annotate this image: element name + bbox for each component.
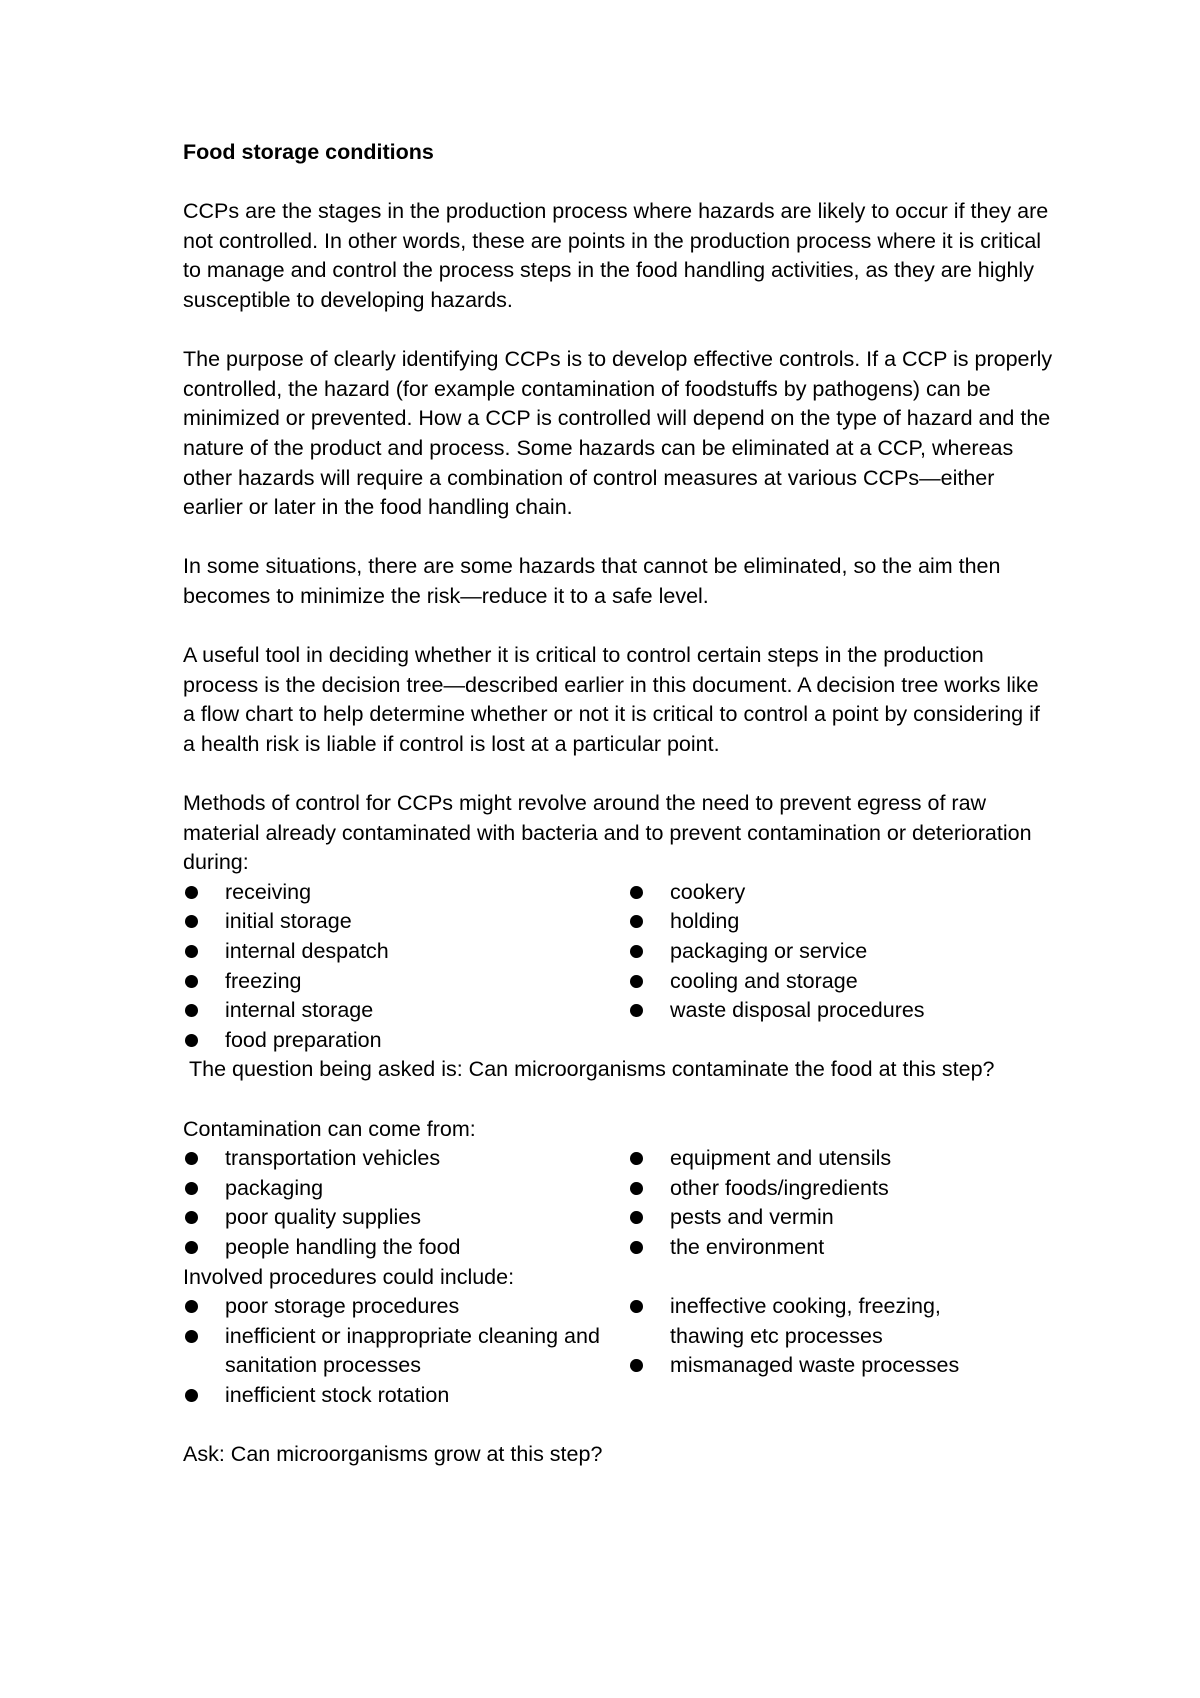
bullet-icon [630, 915, 643, 928]
methods-intro: Methods of control for CCPs might revolve around the need to prevent egress of raw material already contaminated with bacteria and to prevent contamination or deterioration during: [183, 791, 1032, 875]
procedures-list-left [183, 1292, 603, 1410]
bullet-icon [630, 975, 643, 988]
list-item: poor storage procedures [183, 1292, 603, 1322]
list-item: food preparation [183, 1026, 628, 1056]
list-item: initial storage [183, 907, 628, 937]
list-item: inefficient stock rotation [183, 1381, 603, 1411]
procedures-list [183, 1292, 1053, 1410]
list-item: ineffective cooking, freezing, thawing etc processes [628, 1292, 978, 1351]
methods-list [183, 878, 1053, 1056]
list-item: cooling and storage [628, 967, 1053, 997]
list-item: transportation vehicles [183, 1144, 628, 1174]
bullet-icon [185, 945, 198, 958]
list-item: freezing [183, 967, 628, 997]
bullet-icon [185, 1330, 198, 1343]
bullet-icon [630, 1182, 643, 1195]
list-item: waste disposal procedures [628, 996, 1053, 1026]
bullet-icon [185, 1300, 198, 1313]
list-item: equipment and utensils [628, 1144, 1053, 1174]
list-item: packaging or service [628, 937, 1053, 967]
contamination-intro: Contamination can come from: [183, 1116, 476, 1141]
list-item: poor quality supplies [183, 1203, 628, 1233]
list-item: pests and vermin [628, 1203, 1053, 1233]
list-item: inefficient or inappropriate cleaning and sanitation processes [183, 1322, 603, 1381]
list-item: packaging [183, 1174, 628, 1204]
list-item: cookery [628, 878, 1053, 908]
bullet-icon [630, 945, 643, 958]
list-item: holding [628, 907, 1053, 937]
bullet-icon [185, 1004, 198, 1017]
list-item: mismanaged waste processes [628, 1351, 978, 1381]
contamination-list-right [628, 1144, 1053, 1262]
bullet-icon [185, 915, 198, 928]
bullet-icon [630, 1004, 643, 1017]
list-item: receiving [183, 878, 628, 908]
paragraph-ccp-definition: CCPs are the stages in the production process where hazards are likely to occur if they are not controlled. In other words, these are points in the production process where it is critical to manage and control the process steps in the food handling activities, as they are highly susceptible to developing hazards. [183, 199, 1049, 312]
bullet-icon [630, 1211, 643, 1224]
bullet-icon [185, 1152, 198, 1165]
bullet-icon [185, 1211, 198, 1224]
bullet-icon [630, 886, 643, 899]
document-page [183, 138, 1053, 1470]
bullet-icon [185, 975, 198, 988]
question-contaminate: The question being asked is: Can microorganisms contaminate the food at this step? [189, 1057, 995, 1082]
procedures-list-right [628, 1292, 978, 1410]
contamination-list [183, 1144, 1053, 1262]
ask-grow: Ask: Can microorganisms grow at this step? [183, 1442, 603, 1467]
bullet-icon [630, 1359, 643, 1372]
bullet-icon [630, 1300, 643, 1313]
bullet-icon [630, 1241, 643, 1254]
methods-list-right [628, 878, 1053, 1056]
document-title: Food storage conditions [183, 140, 434, 164]
list-item: internal despatch [183, 937, 628, 967]
contamination-list-left [183, 1144, 628, 1262]
bullet-icon [185, 886, 198, 899]
paragraph-ccp-purpose: The purpose of clearly identifying CCPs is to develop effective controls. If a CCP is properly controlled, the hazard (for example contamination of foodstuffs by pathogens) can be minimized or prevented. How a CCP is controlled will depend on the type of hazard and the nature of the product and process. Some hazards can be eliminated at a CCP, whereas other hazards will require a combination of control measures at various CCPs—either earlier or later in the food handling chain. [183, 347, 1053, 520]
list-item: the environment [628, 1233, 1053, 1263]
list-item: people handling the food [183, 1233, 628, 1263]
list-item: internal storage [183, 996, 628, 1026]
bullet-icon [185, 1389, 198, 1402]
paragraph-minimize-risk: In some situations, there are some hazards that cannot be eliminated, so the aim then becomes to minimize the risk—reduce it to a safe level. [183, 554, 1001, 608]
bullet-icon [185, 1241, 198, 1254]
list-item: other foods/ingredients [628, 1174, 1053, 1204]
methods-list-left [183, 878, 628, 1056]
bullet-icon [185, 1182, 198, 1195]
paragraph-decision-tree: A useful tool in deciding whether it is critical to control certain steps in the production process is the decision tree—described earlier in this document. A decision tree works like a flow chart to help determine whether or not it is critical to control a point by considering if a health risk is liable if control is lost at a particular point. [183, 643, 1040, 756]
procedures-intro: Involved procedures could include: [183, 1264, 515, 1289]
bullet-icon [630, 1152, 643, 1165]
bullet-icon [185, 1034, 198, 1047]
